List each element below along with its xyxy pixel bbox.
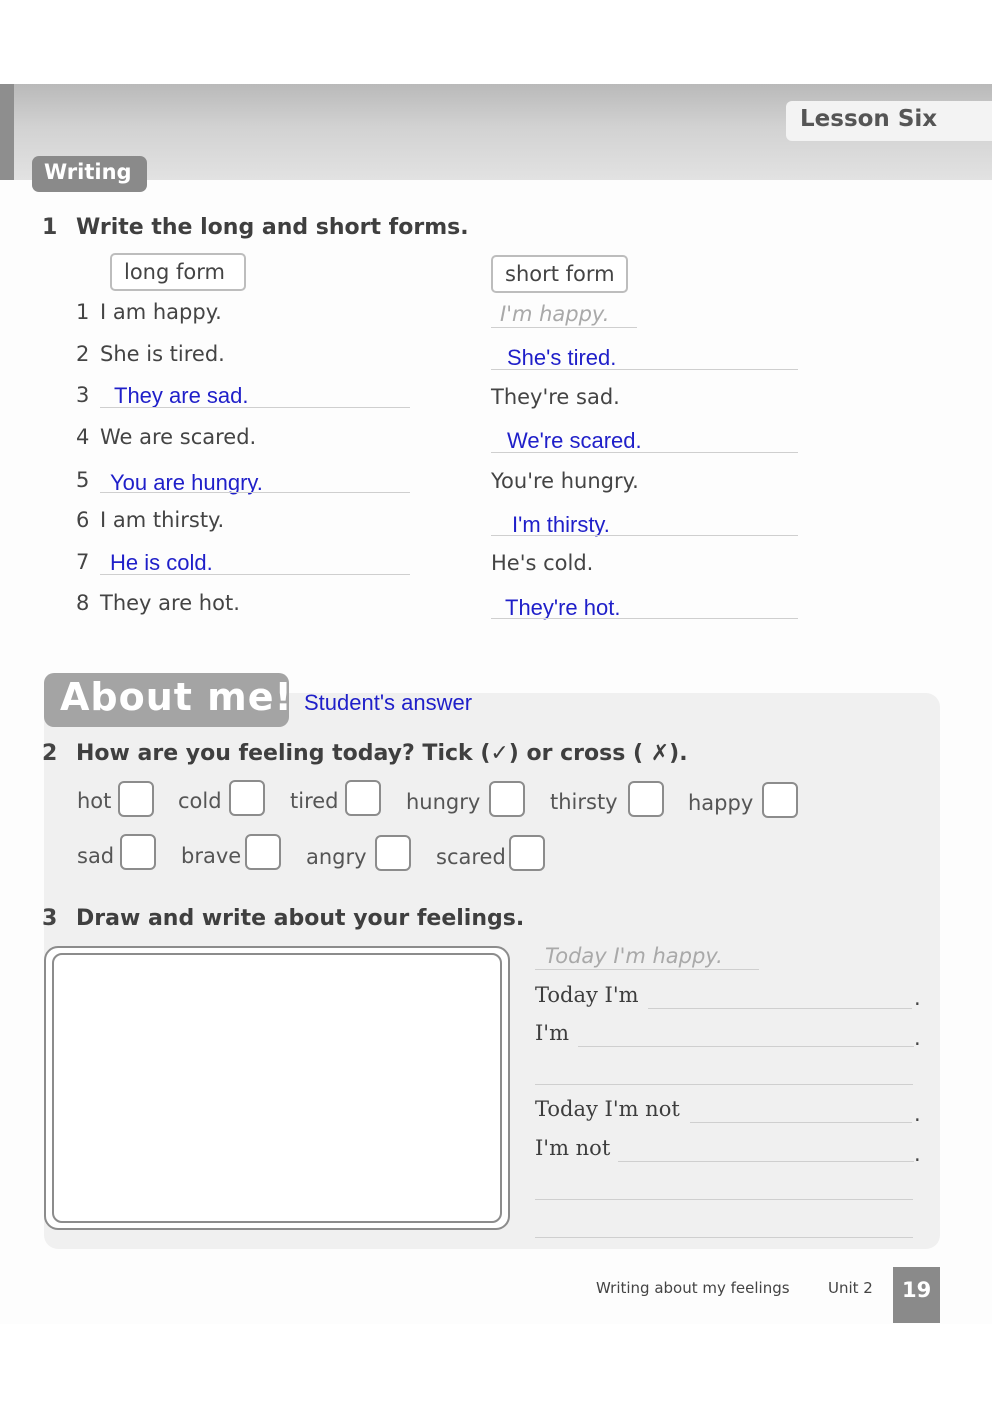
- long-form-answer[interactable]: He is cold.: [110, 550, 213, 575]
- exercise-number: 1: [42, 215, 58, 240]
- answer-line: [100, 407, 410, 408]
- tick-box-brave[interactable]: [245, 834, 281, 870]
- short-form-text: He's cold.: [491, 551, 594, 575]
- footer-topic: Writing about my feelings: [596, 1279, 790, 1297]
- short-form-example: I'm happy.: [500, 302, 610, 326]
- short-form-answer[interactable]: They're hot.: [505, 595, 621, 620]
- tick-box-happy[interactable]: [762, 782, 798, 818]
- exercise-number: 3: [42, 906, 58, 931]
- long-form-text: We are scared.: [100, 425, 257, 449]
- short-form-text: They're sad.: [491, 385, 620, 409]
- sentence-starter: Today I'm not: [535, 1097, 680, 1121]
- tick-box-angry[interactable]: [375, 835, 411, 871]
- feeling-word: tired: [290, 789, 339, 813]
- feeling-word: scared: [436, 845, 506, 869]
- feeling-word: thirsty: [550, 790, 618, 814]
- row-number: 4: [76, 425, 90, 449]
- feeling-word: hungry: [406, 790, 481, 814]
- sentence-starter: Today I'm: [535, 983, 639, 1007]
- short-form-text: You're hungry.: [491, 469, 639, 493]
- tick-box-hungry[interactable]: [489, 781, 525, 817]
- feeling-word: cold: [178, 789, 222, 813]
- feeling-word: hot: [77, 789, 112, 813]
- answer-line[interactable]: [618, 1161, 914, 1162]
- exercise-title: Write the long and short forms.: [76, 215, 469, 240]
- short-form-header: short form: [491, 255, 628, 293]
- tick-box-hot[interactable]: [118, 781, 154, 817]
- sentence-period: .: [914, 1102, 921, 1126]
- sentence-period: .: [914, 986, 921, 1010]
- answer-line: [491, 452, 798, 453]
- feeling-word: sad: [77, 844, 115, 868]
- row-number: 3: [76, 383, 90, 407]
- tick-box-thirsty[interactable]: [628, 781, 664, 817]
- footer-unit: Unit 2: [828, 1279, 873, 1297]
- tick-box-scared[interactable]: [509, 835, 545, 871]
- row-number: 6: [76, 508, 90, 532]
- row-number: 2: [76, 342, 90, 366]
- exercise-title: How are you feeling today? Tick (✓) or cross ( ✗).: [76, 741, 688, 766]
- answer-line[interactable]: [535, 1237, 913, 1238]
- header-edge: [0, 84, 14, 180]
- feeling-word: happy: [688, 791, 754, 815]
- short-form-answer[interactable]: She's tired.: [507, 345, 617, 370]
- short-form-answer[interactable]: I'm thirsty.: [512, 512, 610, 537]
- short-form-answer[interactable]: We're scared.: [507, 428, 642, 453]
- sentence-starter: I'm not: [535, 1136, 611, 1160]
- answer-line[interactable]: [535, 1084, 913, 1085]
- long-form-answer[interactable]: You are hungry.: [110, 470, 263, 495]
- long-form-answer[interactable]: They are sad.: [114, 383, 249, 408]
- answer-line: [491, 618, 798, 619]
- drawing-area[interactable]: [52, 953, 502, 1223]
- long-form-text: She is tired.: [100, 342, 225, 366]
- answer-line: [491, 327, 637, 328]
- answer-line: [100, 492, 410, 493]
- long-form-text: I am happy.: [100, 300, 222, 324]
- long-form-header: long form: [110, 253, 246, 291]
- feeling-word: brave: [181, 844, 242, 868]
- tick-box-tired[interactable]: [345, 780, 381, 816]
- tick-box-cold[interactable]: [229, 780, 265, 816]
- sentence-starter: I'm: [535, 1021, 569, 1045]
- section-label: Writing: [44, 160, 132, 184]
- sentence-example: Today I'm happy.: [545, 944, 723, 968]
- tick-box-sad[interactable]: [120, 834, 156, 870]
- answer-line: [491, 535, 798, 536]
- about-me-label: About me!: [60, 675, 293, 719]
- page-number: 19: [902, 1278, 932, 1302]
- answer-line: [100, 574, 410, 575]
- row-number: 7: [76, 550, 90, 574]
- answer-line[interactable]: [535, 1199, 913, 1200]
- row-number: 5: [76, 468, 90, 492]
- long-form-text: They are hot.: [100, 591, 240, 615]
- long-form-text: I am thirsty.: [100, 508, 225, 532]
- answer-line[interactable]: [648, 1008, 912, 1009]
- row-number: 1: [76, 300, 90, 324]
- answer-line: [491, 369, 798, 370]
- student-answer-note: Student's answer: [304, 690, 473, 715]
- lesson-title: Lesson Six: [800, 106, 938, 132]
- answer-line[interactable]: [578, 1046, 914, 1047]
- row-number: 8: [76, 591, 90, 615]
- exercise-number: 2: [42, 741, 58, 766]
- answer-line[interactable]: [690, 1122, 912, 1123]
- feeling-word: angry: [306, 845, 367, 869]
- exercise-title: Draw and write about your feelings.: [76, 906, 525, 931]
- sentence-period: .: [914, 1026, 921, 1050]
- sentence-period: .: [914, 1142, 921, 1166]
- answer-line: [535, 969, 759, 970]
